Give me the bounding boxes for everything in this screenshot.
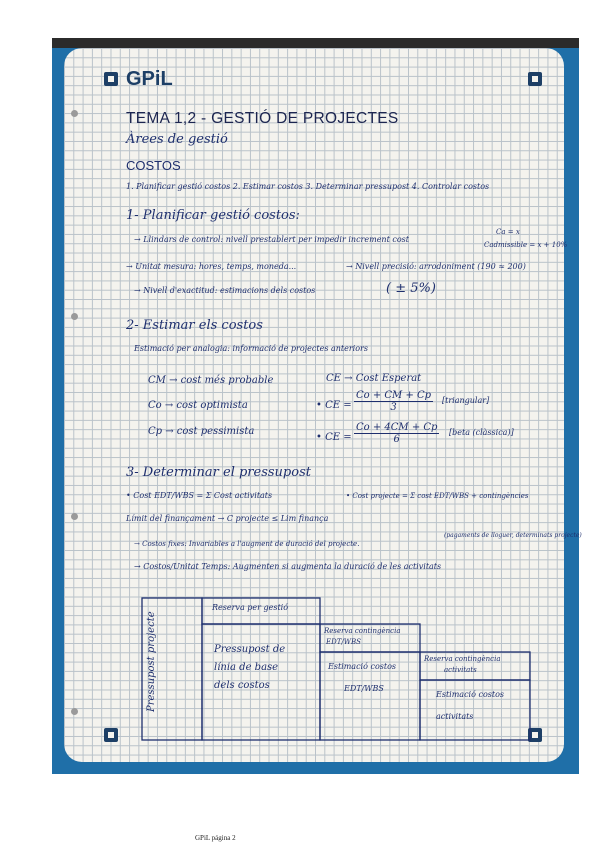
ce2-numerator: Co + 4CM + Cp [356, 422, 438, 433]
s2-line1: Estimació per analogia: informació de projectes anteriors [134, 344, 368, 353]
ce-label-2: • CE = [316, 432, 352, 443]
page-title: TEMA 1,2 - GESTIÓ DE PROJECTES [126, 110, 399, 127]
s1-heading: 1- Planificar gestió costos: [126, 208, 300, 223]
s3-line1: • Cost EDT/WBS = Σ Cost activitats [126, 491, 273, 500]
col4-body-line1: Estimació costos [436, 690, 505, 699]
cp-item: Cp → cost pessimista [148, 426, 255, 437]
page-footer: GPiL página 2 [195, 834, 236, 842]
col4-body-box [420, 680, 530, 740]
col2-body-line1: Pressupost de [214, 644, 286, 655]
s3-line3b: (pagaments de lloguer, determinats projecte) [444, 532, 582, 539]
s3-line4: → Costos/Unitat Temps: Augmenten si augmenta la duració de les activitats [134, 562, 442, 571]
col3-body-line2: EDT/WBS [344, 684, 384, 693]
ca-formula: Ca = x [496, 228, 520, 236]
s1-line2b: → Nivell precisió: arrodoniment (190 ≈ 200) [346, 262, 526, 271]
ce1-numerator: Co + CM + Cp [356, 390, 432, 401]
ce2-denominator: 6 [393, 434, 400, 445]
col3-body-line1: Estimació costos [328, 662, 397, 671]
cadm-formula: Cadmissible = x + 10% [484, 241, 568, 249]
col4-top-line1: Reserva contingència [424, 655, 501, 663]
s3-heading: 3- Determinar el pressupost [126, 465, 311, 480]
notebook-page [64, 48, 582, 762]
s1-line3: → Nivell d'exactitud: estimacions dels costos [134, 286, 316, 295]
notebook-photo [52, 38, 582, 774]
ce-label: • CE = [316, 400, 352, 411]
col2-top-label: Reserva per gestió [212, 603, 289, 612]
subtitle: Àrees de gestió [126, 132, 228, 147]
section-costos: COSTOS [126, 158, 181, 173]
s3-line2: Límit del finançament → C projecte ≤ Lim finança [126, 514, 329, 523]
co-item: Co → cost optimista [148, 400, 248, 411]
cm-item: CM → cost més probable [148, 375, 274, 386]
brand-logo: GPiL [126, 68, 173, 90]
s3-line1b: • Cost projecte = Σ cost EDT/WBS + contingències [346, 492, 529, 500]
s2-heading: 2- Estimar els costos [126, 318, 263, 333]
s1-line1: → Llindars de control: nivell prestablert per impedir increment cost [134, 235, 409, 244]
ce1-denominator: 3 [390, 402, 397, 413]
col4-top-line2: activitats [444, 666, 477, 674]
col2-body-line2: línia de base [214, 662, 279, 673]
s1-precision: ( ± 5%) [386, 281, 436, 296]
steps-list: 1. Planificar gestió costos 2. Estimar costos 3. Determinar pressupost 4. Controlar costos [126, 182, 490, 191]
photo-edge [52, 38, 579, 48]
ce2-tag: [beta (clàssica)] [449, 428, 514, 437]
col3-top-line2: EDT/WBS [326, 638, 361, 646]
col3-top-line1: Reserva contingència [324, 627, 401, 635]
col4-body-line2: activitats [436, 712, 474, 721]
col2-body-line3: dels costos [214, 680, 270, 691]
ce1-tag: [triangular] [442, 396, 490, 405]
s1-line2: → Unitat mesura: hores, temps, moneda... [126, 262, 297, 271]
ce-item: CE → Cost Esperat [326, 373, 422, 384]
col1-label: Pressupost projecte [146, 611, 157, 712]
s3-line3: → Costos fixes: Invariables a l'augment de duració del projecte. [134, 540, 360, 548]
